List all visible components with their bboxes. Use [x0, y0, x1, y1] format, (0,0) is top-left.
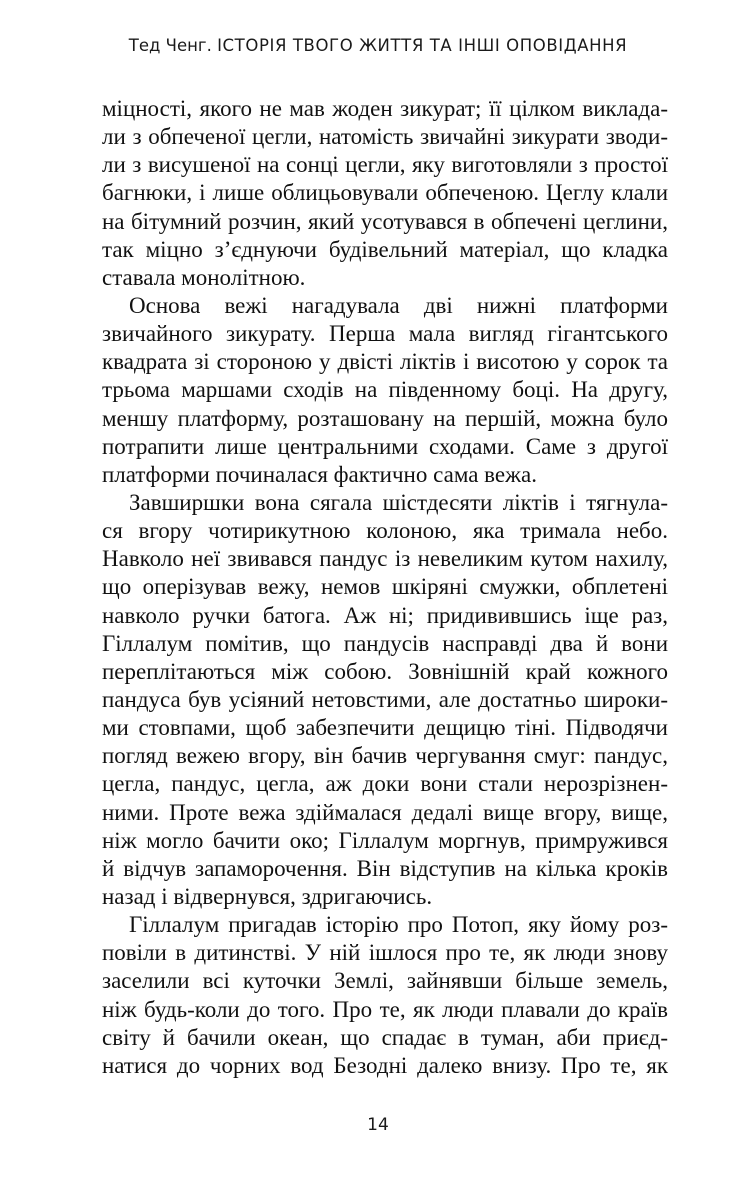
text-line: навколо ручки батога. Аж ні; придивившись іще раз, — [102, 602, 668, 628]
text-line: міцності, якого не мав жоден зикурат; її цілком виклада- — [102, 96, 668, 121]
text-line: ними. Проте вежа здіймалася дедалі вище вгору, вище, — [102, 799, 668, 825]
text-line: ставала монолітною. — [102, 264, 306, 290]
text-line: ся вгору чотирикутною колоною, яка тримала небо. — [102, 518, 668, 544]
running-head-title: ІСТОРІЯ ТВОГО ЖИТТЯ ТА ІНШІ ОПОВІДАННЯ — [217, 36, 628, 55]
text-line: звичайного зикурату. Перша мала вигляд гігантського — [102, 321, 668, 347]
text-line: Основа вежі нагадувала дві нижні платформи — [129, 292, 668, 318]
text-line: платформи починалася фактично сама вежа. — [102, 461, 537, 487]
text-line: Гіллалум помітив, що пандусів насправді два й вони — [102, 630, 668, 656]
text-line: меншу платформу, розташовану на першій, можна було — [102, 405, 668, 431]
text-line: так міцно з’єднуючи будівельний матеріал, що кладка — [102, 236, 668, 262]
text-line: ніж могло бачити око; Гіллалум моргнув, примружився — [102, 827, 668, 853]
text-line: погляд вежею вгору, він бачив чергування смуг: пандус, — [102, 743, 668, 769]
paragraph — [102, 95, 668, 292]
running-head — [0, 36, 756, 55]
paragraph — [102, 489, 668, 911]
running-head-author: Тед Ченг. — [128, 36, 212, 55]
page-number: 14 — [367, 1115, 389, 1135]
text-line: повіли в дитинстві. У ній ішлося про те, як люди знову — [102, 940, 668, 966]
text-line: ніж будь-коли до того. Про те, як люди плавали до країв — [102, 996, 668, 1022]
text-line: квадрата зі стороною у двісті ліктів і висотою у сорок та — [102, 349, 668, 375]
text-line: ли з обпеченої цегли, натомість звичайні зикурати зводи- — [102, 124, 668, 150]
text-line: натися до чорних вод Безодні далеко внизу. Про те, як — [102, 1052, 668, 1078]
text-line: ли з висушеної на сонці цегли, яку виготовляли з простої — [102, 152, 668, 178]
text-line: світу й бачили океан, що спадає в туман, аби приєд- — [102, 1024, 668, 1050]
text-line: Гіллалум пригадав історію про Потоп, яку йому роз- — [129, 912, 668, 938]
text-line: Навколо неї звивався пандус із невеликим кутом нахилу, — [102, 546, 668, 572]
text-line: на бітумний розчин, який усотувався в обпечені цеглини, — [102, 208, 668, 234]
text-line: багнюки, і лише облицьовували обпеченою. Цеглу клали — [102, 180, 668, 206]
text-line: заселили всі куточки Землі, зайнявши більше земель, — [102, 968, 668, 994]
text-line: й відчув запаморочення. Він відступив на кілька кроків — [102, 855, 668, 881]
text-line: цегла, пандус, цегла, аж доки вони стали нерозрізнен- — [102, 771, 668, 797]
text-line: що оперізував вежу, немов шкіряні смужки, обплетені — [102, 574, 668, 600]
text-line: трьома маршами сходів на південному боці. На другу, — [102, 377, 668, 403]
paragraph — [102, 911, 668, 1080]
text-line: Завширшки вона сягала шістдесяти ліктів і тягнула- — [129, 489, 668, 515]
text-line: пандуса був усіяний нетовстими, але достатньо широки- — [102, 686, 668, 712]
text-line: ми стовпами, щоб забезпечити дещицю тіні. Підводячи — [102, 715, 668, 741]
paragraph — [102, 292, 668, 489]
text-line: потрапити лише центральними сходами. Саме з другої — [102, 433, 668, 459]
text-line: переплітаються між собою. Зовнішній край кожного — [102, 658, 668, 684]
body-text — [102, 95, 668, 1080]
text-line: назад і відвернувся, здригаючись. — [102, 883, 433, 909]
